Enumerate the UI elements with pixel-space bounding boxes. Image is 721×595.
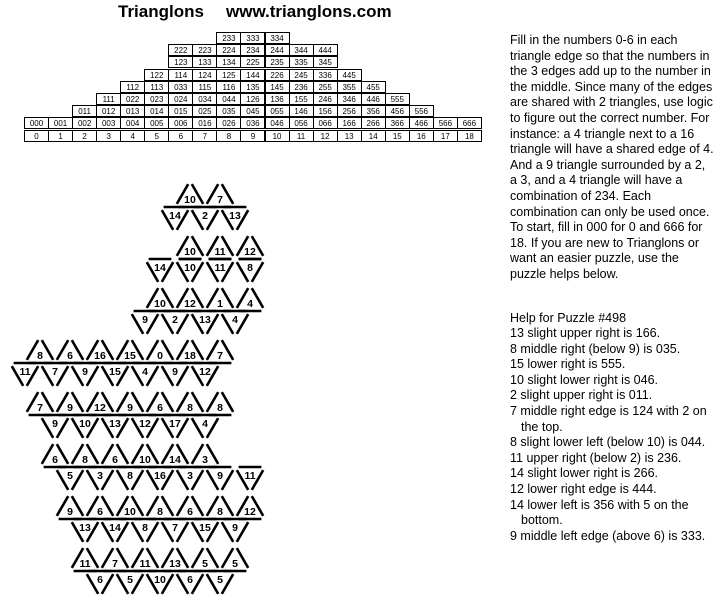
triangle-number: 10 [184, 246, 196, 258]
triangle-edge[interactable] [222, 288, 233, 308]
triangle-edge[interactable] [207, 210, 218, 230]
combination-cell: 555 [385, 93, 410, 105]
sum-cell: 13 [337, 130, 362, 142]
combination-cell: 255 [313, 81, 338, 93]
help-title: Help for Puzzle #498 [510, 311, 627, 325]
triangle-number: 8 [82, 454, 88, 466]
triangle-number: 10 [139, 454, 151, 466]
triangle-number: 12 [244, 246, 256, 258]
combination-cell: 226 [265, 69, 290, 81]
sum-cell: 8 [216, 130, 241, 142]
triangle-number: 4 [232, 314, 238, 326]
triangle-edge[interactable] [222, 392, 233, 412]
sum-cell: 0 [24, 130, 49, 142]
combination-cell: 015 [168, 105, 193, 117]
sum-cell: 16 [409, 130, 434, 142]
triangle-edge[interactable] [207, 548, 218, 568]
combination-cell: 445 [337, 69, 362, 81]
combination-cell: 166 [337, 117, 362, 129]
combination-cell: 125 [216, 69, 241, 81]
triangle-number: 11 [214, 262, 226, 274]
triangle-number: 9 [232, 522, 238, 534]
triangle-edge[interactable] [207, 418, 218, 438]
triangle-edge[interactable] [57, 444, 68, 464]
triangle-number: 6 [97, 574, 103, 586]
triangle-number: 7 [217, 350, 223, 362]
combination-cell: 000 [24, 117, 49, 129]
triangle-number: 6 [112, 454, 118, 466]
combination-cell: 024 [168, 93, 193, 105]
combination-cell: 124 [192, 69, 217, 81]
combination-cell: 055 [265, 105, 290, 117]
combination-cell: 666 [457, 117, 482, 129]
combination-cell: 356 [361, 105, 386, 117]
triangle-number: 13 [229, 210, 241, 222]
triangle-number: 5 [67, 470, 73, 482]
instructions [510, 33, 715, 283]
help-hint: 8 slight lower left (below 10) is 044. [510, 435, 706, 450]
triangle-edge[interactable] [72, 340, 83, 360]
triangle-number: 6 [187, 574, 193, 586]
combination-cell: 235 [265, 56, 290, 68]
help-hint: 10 slight lower right is 046. [510, 372, 658, 387]
combination-cell: 336 [313, 69, 338, 81]
combination-cell: 025 [192, 105, 217, 117]
combination-cell: 113 [144, 81, 169, 93]
triangle-number: 13 [199, 314, 211, 326]
combination-cell: 023 [144, 93, 169, 105]
combination-cell: 111 [96, 93, 121, 105]
sum-cell: 1 [48, 130, 73, 142]
triangle-number: 11 [244, 470, 256, 482]
combination-cell: 066 [313, 117, 338, 129]
triangle-number: 8 [127, 470, 133, 482]
triangle-edge[interactable] [237, 314, 248, 334]
triangle-number: 1 [217, 298, 223, 310]
triangle-number: 9 [52, 418, 58, 430]
combination-cell: 026 [216, 117, 241, 129]
combination-cell: 012 [96, 105, 121, 117]
help-hint: 14 lower left is 356 with 5 on the bottom. [510, 497, 689, 528]
triangle-edge[interactable] [72, 392, 83, 412]
combination-cell: 033 [168, 81, 193, 93]
combination-cell: 236 [289, 81, 314, 93]
triangle-edge[interactable] [222, 470, 233, 490]
help-hint: 9 middle left edge (above 6) is 333. [510, 528, 706, 543]
triangle-number: 6 [97, 506, 103, 518]
triangle-number: 8 [37, 350, 43, 362]
triangle-number: 12 [184, 298, 196, 310]
combination-cell: 256 [337, 105, 362, 117]
triangle-number: 10 [124, 506, 136, 518]
combination-cell: 456 [385, 105, 410, 117]
triangle-number: 9 [67, 506, 73, 518]
combination-cell: 004 [120, 117, 145, 129]
triangle-edge[interactable] [72, 470, 83, 490]
triangle-number: 5 [232, 558, 238, 570]
combination-cell: 144 [240, 69, 265, 81]
triangle-edge[interactable] [42, 392, 53, 412]
help-hint: 14 slight lower right is 266. [510, 466, 658, 481]
help-hint: 11 upper right (below 2) is 236. [510, 450, 682, 465]
triangle-number: 14 [169, 454, 181, 466]
combination-cell: 334 [265, 32, 290, 44]
triangle-edge[interactable] [162, 496, 173, 516]
triangle-number: 8 [217, 506, 223, 518]
triangle-edge[interactable] [102, 496, 113, 516]
triangle-number: 7 [52, 366, 58, 378]
instructions-text: Fill in the numbers 0-6 in each triangle edge so that the numbers in the 3 edges add up to the number in the middle. Since many of the edges are shared with 2 triangles, use logic to figure out the correct number. For instance: a 4 triangle next to a 16 triangle will have a shared edge of 4. And a 9 triangle surrounded by a 2, a 3, and a 4 triangle will have a combination of 234. Each combination can only be used once. To start, fill in 000 for 0 and 666 for 18. If you are new to Trianglons or want an easier puzzle, use the puzzle helps below. [510, 33, 714, 281]
triangle-number: 2 [202, 210, 208, 222]
sum-cell: 4 [120, 130, 145, 142]
triangle-edge[interactable] [252, 262, 263, 282]
triangle-number: 15 [109, 366, 121, 378]
triangle-number: 16 [94, 350, 106, 362]
triangle-edge[interactable] [222, 574, 233, 594]
combination-cell: 224 [216, 44, 241, 56]
help-hint: 15 lower right is 555. [510, 357, 626, 372]
triangle-number: 12 [94, 402, 106, 414]
triangle-number: 12 [139, 418, 151, 430]
triangle-number: 4 [247, 298, 253, 310]
triangle-number: 9 [67, 402, 73, 414]
triangle-edge[interactable] [147, 314, 158, 334]
triangle-number: 11 [19, 366, 31, 378]
combination-cell: 003 [96, 117, 121, 129]
combination-cell: 556 [409, 105, 434, 117]
site-title: Trianglons [118, 2, 204, 21]
triangle-number: 15 [199, 522, 211, 534]
triangle-number: 9 [127, 402, 133, 414]
help-hint: 12 lower right edge is 444. [510, 481, 657, 496]
combination-cell: 136 [265, 93, 290, 105]
triangle-number: 11 [214, 246, 226, 258]
triangle-edge[interactable] [132, 470, 143, 490]
combination-cell: 022 [120, 93, 145, 105]
sum-cell: 3 [96, 130, 121, 142]
combination-cell: 266 [361, 117, 386, 129]
combination-cell: 046 [265, 117, 290, 129]
triangle-edge[interactable] [192, 470, 203, 490]
triangle-number: 4 [202, 418, 208, 430]
combination-cell: 036 [240, 117, 265, 129]
triangle-edge[interactable] [192, 392, 203, 412]
combination-cell: 035 [216, 105, 241, 117]
sum-cell: 14 [361, 130, 386, 142]
triangle-number: 8 [187, 402, 193, 414]
triangle-edge[interactable] [57, 418, 68, 438]
triangle-edge[interactable] [237, 522, 248, 542]
combination-cell: 366 [385, 117, 410, 129]
sum-cell: 10 [265, 130, 290, 142]
triangle-edge[interactable] [207, 444, 218, 464]
combination-cell: 155 [289, 93, 314, 105]
combination-cell: 011 [72, 105, 97, 117]
triangle-number: 9 [142, 314, 148, 326]
combination-cell: 234 [240, 44, 265, 56]
combination-cell: 045 [240, 105, 265, 117]
triangle-edge[interactable] [117, 444, 128, 464]
triangle-number: 11 [79, 558, 91, 570]
combination-cell: 244 [265, 44, 290, 56]
triangle-edge[interactable] [222, 184, 233, 204]
triangle-number: 17 [169, 418, 181, 430]
triangle-edge[interactable] [177, 522, 188, 542]
combination-cell: 001 [48, 117, 73, 129]
combination-cell: 014 [144, 105, 169, 117]
triangle-number: 7 [217, 194, 223, 206]
triangle-number: 12 [244, 506, 256, 518]
combination-cell: 145 [265, 81, 290, 93]
help-list [510, 326, 715, 544]
combination-cell: 006 [168, 117, 193, 129]
combination-cell: 112 [120, 81, 145, 93]
sum-cell: 17 [433, 130, 458, 142]
combination-cell: 013 [120, 105, 145, 117]
combination-cell: 034 [192, 93, 217, 105]
triangle-number: 8 [142, 522, 148, 534]
combination-cell: 223 [192, 44, 217, 56]
triangle-number: 18 [184, 350, 196, 362]
triangle-number: 14 [169, 210, 181, 222]
combination-cell: 245 [289, 69, 314, 81]
combination-cell: 016 [192, 117, 217, 129]
sum-cell: 6 [168, 130, 193, 142]
help-hint: 7 middle right edge is 124 with 2 on the top. [510, 403, 707, 434]
triangle-number: 0 [157, 350, 163, 362]
sum-cell: 7 [192, 130, 217, 142]
triangle-number: 15 [124, 350, 136, 362]
triangle-number: 8 [247, 262, 253, 274]
triangle-edge[interactable] [57, 366, 68, 386]
combination-cell: 566 [433, 117, 458, 129]
triangle-edge[interactable] [192, 574, 203, 594]
triangle-edge[interactable] [87, 444, 98, 464]
triangle-number: 9 [82, 366, 88, 378]
combination-cell: 335 [289, 56, 314, 68]
triangle-edge[interactable] [222, 496, 233, 516]
triangle-number: 9 [217, 470, 223, 482]
triangle-number: 8 [157, 506, 163, 518]
triangle-edge[interactable] [162, 392, 173, 412]
triangle-edge[interactable] [117, 548, 128, 568]
triangle-number: 13 [169, 558, 181, 570]
triangle-edge[interactable] [177, 366, 188, 386]
triangle-edge[interactable] [132, 392, 143, 412]
triangle-edge[interactable] [252, 288, 263, 308]
combination-cell: 233 [216, 32, 241, 44]
combination-cell: 134 [216, 56, 241, 68]
combination-cell: 123 [168, 56, 193, 68]
sum-cell: 2 [72, 130, 97, 142]
combination-cell: 344 [289, 44, 314, 56]
triangle-edge[interactable] [177, 314, 188, 334]
sum-cell: 15 [385, 130, 410, 142]
triangle-edge[interactable] [222, 340, 233, 360]
triangle-edge[interactable] [72, 496, 83, 516]
triangle-edge[interactable] [87, 366, 98, 386]
triangle-edge[interactable] [147, 522, 158, 542]
triangle-number: 7 [112, 558, 118, 570]
combination-cell: 246 [313, 93, 338, 105]
triangle-number: 5 [202, 558, 208, 570]
combination-cell: 225 [240, 56, 265, 68]
combination-cell: 446 [361, 93, 386, 105]
combination-cell: 444 [313, 44, 338, 56]
combination-cell: 005 [144, 117, 169, 129]
combination-cell: 345 [313, 56, 338, 68]
triangle-number: 14 [154, 262, 166, 274]
triangle-number: 11 [139, 558, 151, 570]
sum-cell: 18 [457, 130, 482, 142]
triangle-edge[interactable] [162, 340, 173, 360]
combination-cell: 333 [240, 32, 265, 44]
triangle-number: 7 [172, 522, 178, 534]
triangle-number: 10 [154, 574, 166, 586]
triangle-edge[interactable] [192, 496, 203, 516]
combination-cell: 122 [144, 69, 169, 81]
combination-cell: 133 [192, 56, 217, 68]
combination-cell: 455 [361, 81, 386, 93]
triangle-number: 6 [67, 350, 73, 362]
sum-cell: 9 [240, 130, 265, 142]
combination-cell: 146 [289, 105, 314, 117]
triangle-number: 6 [52, 454, 58, 466]
triangle-edge[interactable] [147, 366, 158, 386]
sum-cell: 12 [313, 130, 338, 142]
triangle-number: 3 [202, 454, 208, 466]
combination-cell: 115 [192, 81, 217, 93]
triangle-number: 2 [172, 314, 178, 326]
help-hint: 2 slight upper right is 011. [510, 388, 653, 403]
triangle-edge[interactable] [42, 340, 53, 360]
triangle-number: 6 [157, 402, 163, 414]
triangle-number: 3 [187, 470, 193, 482]
combination-cell: 114 [168, 69, 193, 81]
combination-cell: 126 [240, 93, 265, 105]
sum-cell: 5 [144, 130, 169, 142]
triangle-number: 10 [79, 418, 91, 430]
triangle-edge[interactable] [102, 574, 113, 594]
combination-cell: 116 [216, 81, 241, 93]
combination-cell: 466 [409, 117, 434, 129]
triangle-number: 10 [184, 194, 196, 206]
triangle-number: 9 [172, 366, 178, 378]
triangle-number: 10 [154, 298, 166, 310]
triangle-number: 12 [199, 366, 211, 378]
triangle-edge[interactable] [102, 470, 113, 490]
triangle-number: 8 [217, 402, 223, 414]
triangle-number: 14 [109, 522, 121, 534]
triangle-number: 5 [127, 574, 133, 586]
combination-cell: 044 [216, 93, 241, 105]
combination-table [24, 32, 481, 168]
triangle-number: 7 [37, 402, 43, 414]
site-url[interactable]: www.trianglons.com [226, 2, 392, 21]
combination-cell: 056 [289, 117, 314, 129]
sum-cell: 11 [289, 130, 314, 142]
combination-cell: 002 [72, 117, 97, 129]
help-hint: 13 slight upper right is 166. [510, 326, 661, 340]
combination-cell: 135 [240, 81, 265, 93]
triangle-edge[interactable] [237, 548, 248, 568]
triangle-number: 3 [97, 470, 103, 482]
combination-cell: 156 [313, 105, 338, 117]
triangle-edge[interactable] [132, 574, 143, 594]
triangle-number: 16 [154, 470, 166, 482]
combination-cell: 222 [168, 44, 193, 56]
combination-cell: 355 [337, 81, 362, 93]
triangle-number: 13 [109, 418, 121, 430]
help-hint: 8 middle right (below 9) is 035. [510, 341, 681, 356]
triangle-number: 13 [79, 522, 91, 534]
triangle-number: 10 [184, 262, 196, 274]
triangle-number: 5 [217, 574, 223, 586]
puzzle-board [0, 175, 500, 595]
triangle-number: 6 [187, 506, 193, 518]
combination-cell: 346 [337, 93, 362, 105]
triangle-number: 4 [142, 366, 148, 378]
